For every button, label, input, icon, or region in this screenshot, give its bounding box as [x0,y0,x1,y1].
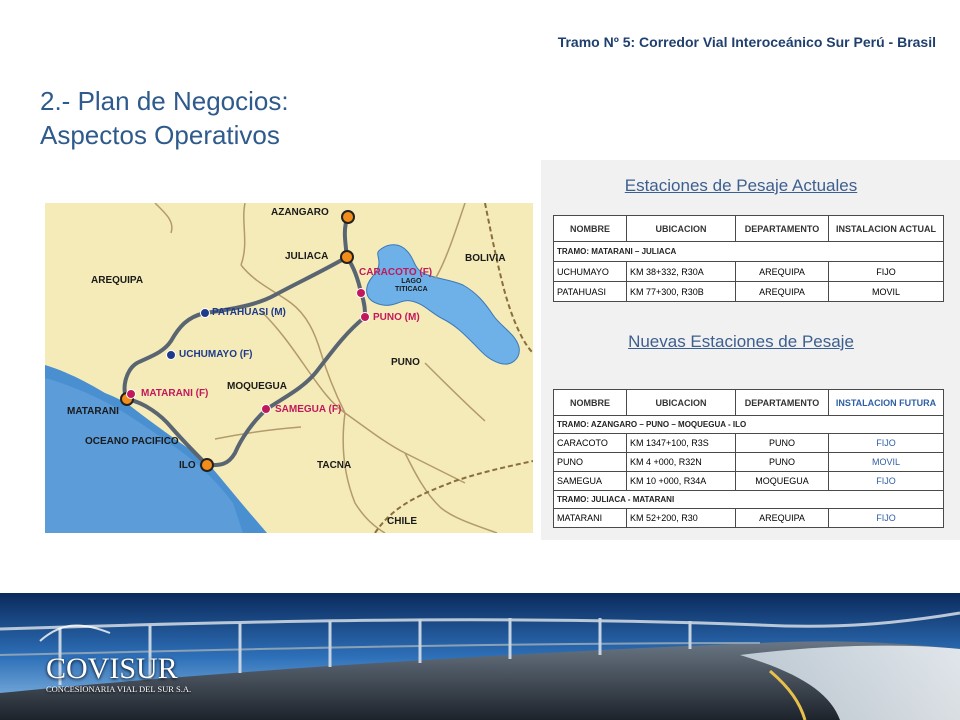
label-patahuasi: PATAHUASI (M) [212,307,286,318]
cell-instalacion: FIJO [829,262,944,282]
table-row [554,434,944,453]
col-nombre: NOMBRE [554,390,627,416]
label-arequipa: AREQUIPA [91,275,144,286]
cell-instalacion: FIJO [829,509,944,528]
cell-departamento: AREQUIPA [736,282,829,302]
table-header-row [554,390,944,416]
table-row [554,282,944,302]
town-azangaro-dot [342,211,354,223]
cell-ubicacion: KM 38+332, R30A [627,262,736,282]
station-patahuasi-dot [201,309,210,318]
station-matarani-dot [127,390,136,399]
table-row [554,453,944,472]
cell-instalacion: MOVIL [829,453,944,472]
cell-ubicacion: KM 10 +000, R34A [627,472,736,491]
label-bolivia: BOLIVIA [465,253,506,264]
table-section-row [554,491,944,509]
table-section-row [554,242,944,262]
col-departamento: DEPARTAMENTO [736,390,829,416]
header-title: Tramo Nº 5: Corredor Vial Interoceánico Sur Perú - Brasil [557,34,936,50]
slide-title-line1: 2.- Plan de Negocios: [40,86,289,116]
label-chile: CHILE [387,516,417,527]
cell-instalacion: FIJO [829,434,944,453]
town-juliaca-dot [341,251,353,263]
section-label: TRAMO: AZANGARO – PUNO – MOQUEGUA - ILO [554,416,944,434]
label-azangaro: AZANGARO [271,207,329,218]
actual-stations-table [553,215,944,302]
new-stations-title: Nuevas Estaciones de Pesaje [628,332,854,351]
col-instalacion-actual: INSTALACION ACTUAL [829,216,944,242]
weighing-stations-panel [541,160,960,540]
cell-instalacion: FIJO [829,472,944,491]
label-puno: PUNO [391,357,420,368]
label-lago: LAGO [401,278,422,285]
label-uchumayo: UCHUMAYO (F) [179,349,253,360]
label-tacna: TACNA [317,460,352,471]
col-nombre: NOMBRE [554,216,627,242]
label-caracoto: CARACOTO (F) [359,267,433,278]
label-matarani: MATARANI [67,406,119,417]
logo-name: COVISUR [46,652,178,685]
cell-departamento: PUNO [736,453,829,472]
cell-departamento: AREQUIPA [736,262,829,282]
label-lago-titicaca [395,278,428,294]
cell-departamento: PUNO [736,434,829,453]
slide-title [40,84,289,152]
cell-nombre: UCHUMAYO [554,262,627,282]
col-ubicacion: UBICACION [627,216,736,242]
col-instalacion-futura: INSTALACION FUTURA [829,390,944,416]
table-row [554,472,944,491]
new-stations-table [553,389,944,528]
cell-nombre: SAMEGUA [554,472,627,491]
cell-nombre: PUNO [554,453,627,472]
section-label: TRAMO: MATARANI – JULIACA [554,242,944,262]
cell-ubicacion: KM 52+200, R30 [627,509,736,528]
station-caracoto-dot [357,289,366,298]
cell-instalacion: MOVIL [829,282,944,302]
slide-title-line2: Aspectos Operativos [40,120,280,150]
cell-ubicacion: KM 77+300, R30B [627,282,736,302]
station-samegua-dot [262,405,271,414]
label-oceano-pacifico: OCEANO PACIFICO [85,436,179,447]
col-ubicacion: UBICACION [627,390,736,416]
table-header-row [554,216,944,242]
label-samegua: SAMEGUA (F) [275,404,342,415]
station-puno-dot [361,313,370,322]
cell-departamento: AREQUIPA [736,509,829,528]
actual-stations-title: Estaciones de Pesaje Actuales [624,176,858,195]
cell-nombre: MATARANI [554,509,627,528]
cell-departamento: MOQUEGUA [736,472,829,491]
label-matarani-station: MATARANI (F) [141,388,209,399]
label-moquegua: MOQUEGUA [227,381,287,392]
col-departamento: DEPARTAMENTO [736,216,829,242]
label-ilo: ILO [179,460,196,471]
table-row [554,262,944,282]
cell-ubicacion: KM 1347+100, R3S [627,434,736,453]
covisur-logo [46,652,191,694]
label-juliaca: JULIACA [285,251,329,262]
label-titicaca: TITICACA [395,286,428,293]
table-row [554,509,944,528]
cell-nombre: PATAHUASI [554,282,627,302]
section-label: TRAMO: JULIACA - MATARANI [554,491,944,509]
town-ilo-dot [201,459,213,471]
route-map [45,203,533,533]
logo-subtitle: CONCESIONARIA VIAL DEL SUR S.A. [46,684,192,694]
cell-ubicacion: KM 4 +000, R32N [627,453,736,472]
station-uchumayo-dot [167,351,176,360]
label-puno-station: PUNO (M) [373,312,420,323]
table-section-row [554,416,944,434]
cell-nombre: CARACOTO [554,434,627,453]
